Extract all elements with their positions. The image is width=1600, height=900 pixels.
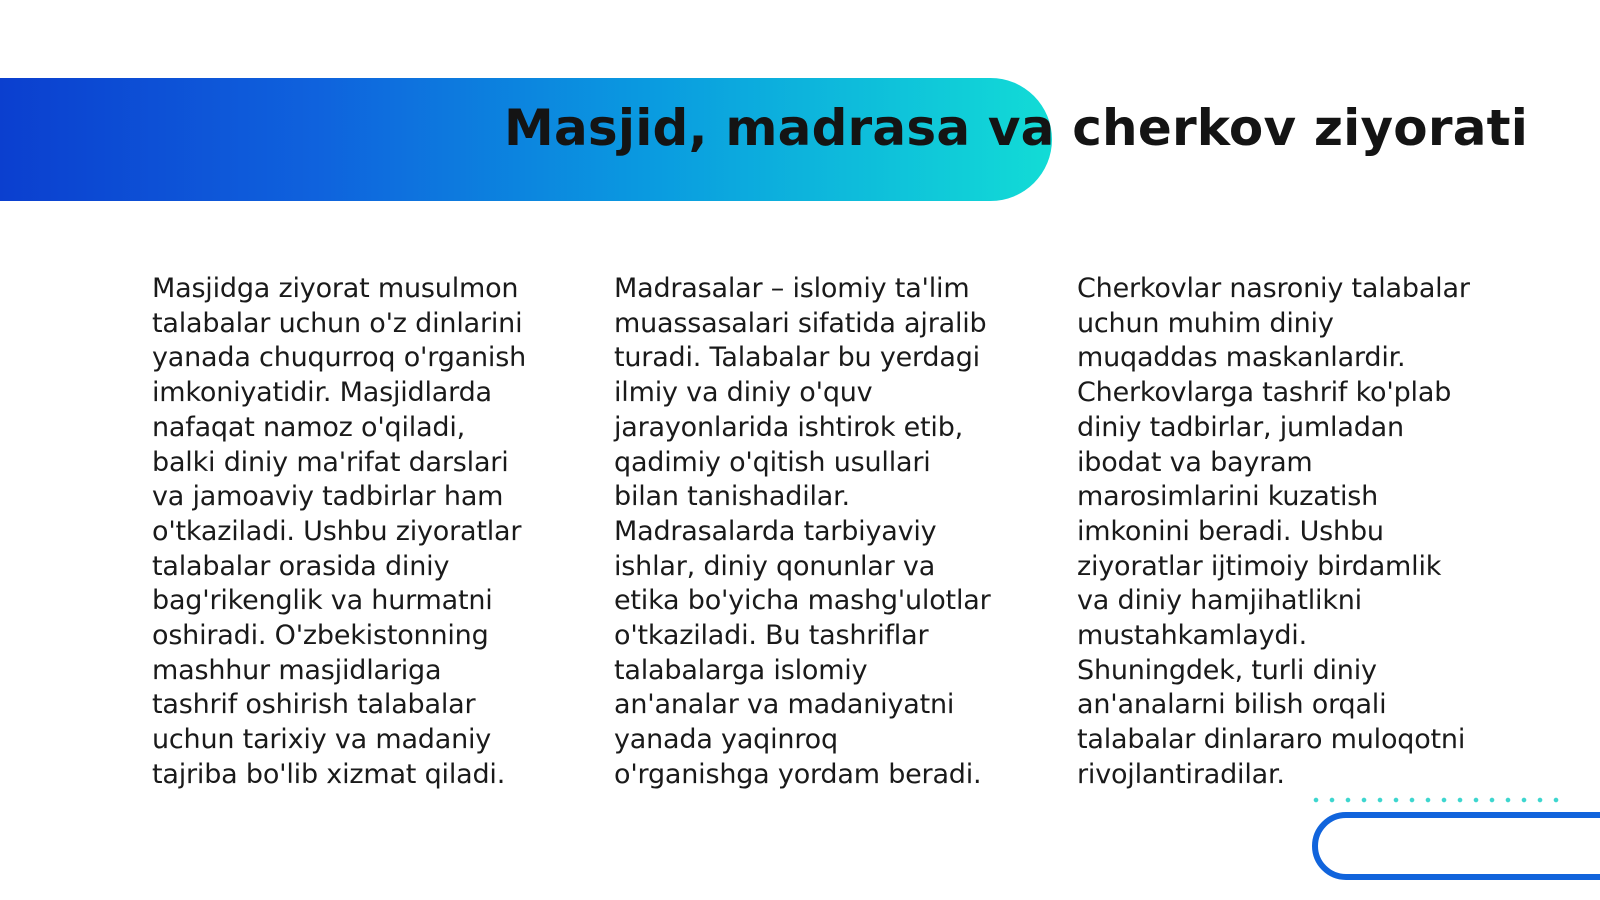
text-column-church: Cherkovlar nasroniy talabalar uchun muhim diniy muqaddas maskanlardir. Cherkovlarga tashrif ko'plab diniy tadbirlar, jumladan ibodat va bayram marosimlarini kuzatish imkonini beradi. Ushbu ziyoratlar ijtimoiy birdamlik va diniy hamjihatlikni mustahkamlaydi. Shuningdek, turli diniy an'analarni bilish orqali talabalar dinlararo muloqotni rivojlantiradilar. — [1077, 273, 1470, 790]
dotted-decoration — [1308, 797, 1568, 803]
text-column-madrasa: Madrasalar – islomiy ta'lim muassasalari sifatida ajralib turadi. Talabalar bu yerdagi ilmiy va diniy o'quv jarayonlarida ishtirok etib, qadimiy o'qitish usullari bilan tanishadilar. Madrasalarda tarbiyaviy ishlar, diniy qonunlar va etika bo'yicha mashg'ulotlar o'tkaziladi. Bu tashriflar talabalarga islomiy an'analar va madaniyatni yanada yaqinroq o'rganishga yordam beradi. — [614, 273, 991, 790]
slide-title: Masjid, madrasa va cherkov ziyorati — [504, 99, 1529, 157]
text-column-mosque: Masjidga ziyorat musulmon talabalar uchun o'z dinlarini yanada chuqurroq o'rganish imkoniyatidir. Masjidlarda nafaqat namoz o'qiladi, balki diniy ma'rifat darslari va jamoaviy tadbirlar ham o'tkaziladi. Ushbu ziyoratlar talabalar orasida diniy bag'rikenglik va hurmatni oshiradi. O'zbekistonning mashhur masjidlariga tashrif oshirish talabalar uchun tarixiy va madaniy tajriba bo'lib xizmat qiladi. — [152, 273, 526, 790]
pill-outline-decoration — [1312, 812, 1600, 880]
